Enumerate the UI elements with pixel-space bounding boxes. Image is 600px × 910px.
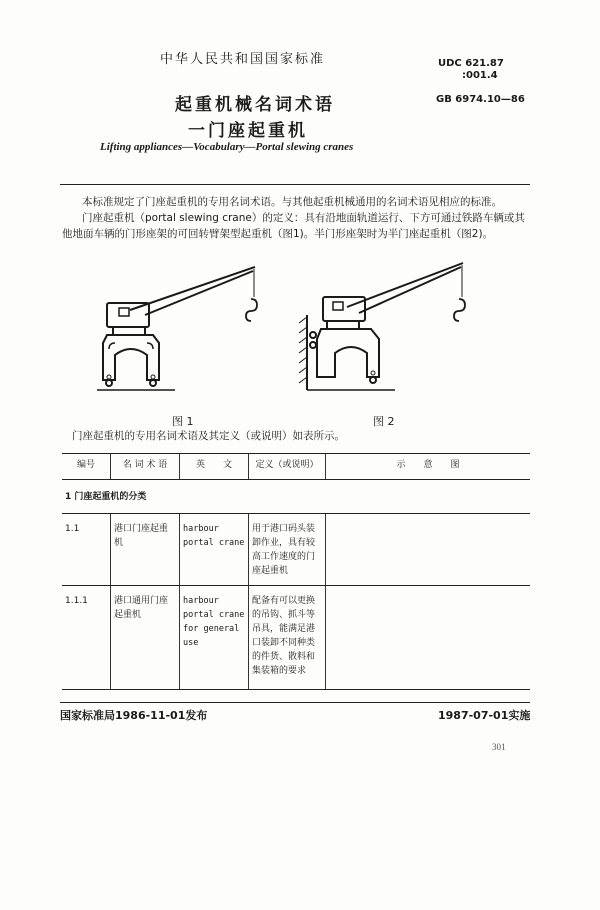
header-diagram: 示 意 图: [326, 454, 531, 480]
udc-code-suffix: :001.4: [462, 70, 498, 81]
udc-code: UDC 621.87: [438, 58, 504, 69]
gb-number: GB 6974.10—86: [436, 94, 525, 105]
row-definition: 用于港口码头装卸作业，具有较高工作速度的门座起重机: [249, 514, 326, 586]
intro-paragraph-1: 本标准规定了门座起重机的专用名词术语。与其他起重机械通用的名词术语见相应的标准。: [82, 196, 502, 208]
footer-divider: [60, 702, 530, 703]
row-diagram: [326, 586, 531, 690]
row-term: 港口门座起重机: [111, 514, 180, 586]
document-subtitle-en: Lifting appliances—Vocabulary—Portal slewing cranes: [100, 141, 354, 153]
figure-1-portal-crane: [95, 255, 265, 400]
table-header-row: [62, 454, 530, 480]
row-english: harbour portal crane for general use: [180, 586, 249, 690]
header-divider: [60, 184, 530, 185]
header-number: 编号: [62, 454, 111, 480]
row-term: 港口通用门座起重机: [111, 586, 180, 690]
table-section-row: [62, 480, 530, 514]
header-term: 名 词 术 语: [111, 454, 180, 480]
row-definition: 配备有可以更换的吊钩、抓斗等吊具，能满足港口装卸不同种类的件货、散料和集装箱的要求: [249, 586, 326, 690]
table-row: [62, 514, 530, 586]
section-title: 1 门座起重机的分类: [62, 480, 530, 514]
table-row: [62, 586, 530, 690]
figure-2-label: 图 2: [373, 415, 395, 428]
table-intro: 门座起重机的专用名词术语及其定义（或说明）如表所示。: [72, 430, 345, 442]
row-number: 1.1: [62, 514, 111, 586]
document-subtitle-cn: 一门座起重机: [188, 121, 308, 141]
terms-table: [62, 453, 530, 690]
row-number: 1.1.1: [62, 586, 111, 690]
row-english: harbour portal crane: [180, 514, 249, 586]
document-title: 起重机械名词术语: [175, 95, 335, 115]
header-english: 英 文: [180, 454, 249, 480]
figure-2-semi-portal-crane: [295, 255, 475, 400]
page-number: 301: [492, 742, 506, 752]
intro-paragraph-2b: 他地面车辆的门形座架的可回转臂架型起重机（图1)。半门形座架时为半门座起重机（图2)。: [62, 228, 494, 240]
header-definition: 定义（或说明）: [249, 454, 326, 480]
implementation-date: 1987-07-01实施: [438, 709, 531, 722]
figure-1-label: 图 1: [172, 415, 194, 428]
standard-name: 中华人民共和国国家标准: [160, 52, 326, 67]
row-diagram: [326, 514, 531, 586]
intro-paragraph-2a: 门座起重机（portal slewing crane）的定义：具有沿地面轨道运行、下方可通过铁路车辆或其: [82, 212, 525, 224]
issue-date: 国家标准局1986-11-01发布: [60, 709, 208, 722]
